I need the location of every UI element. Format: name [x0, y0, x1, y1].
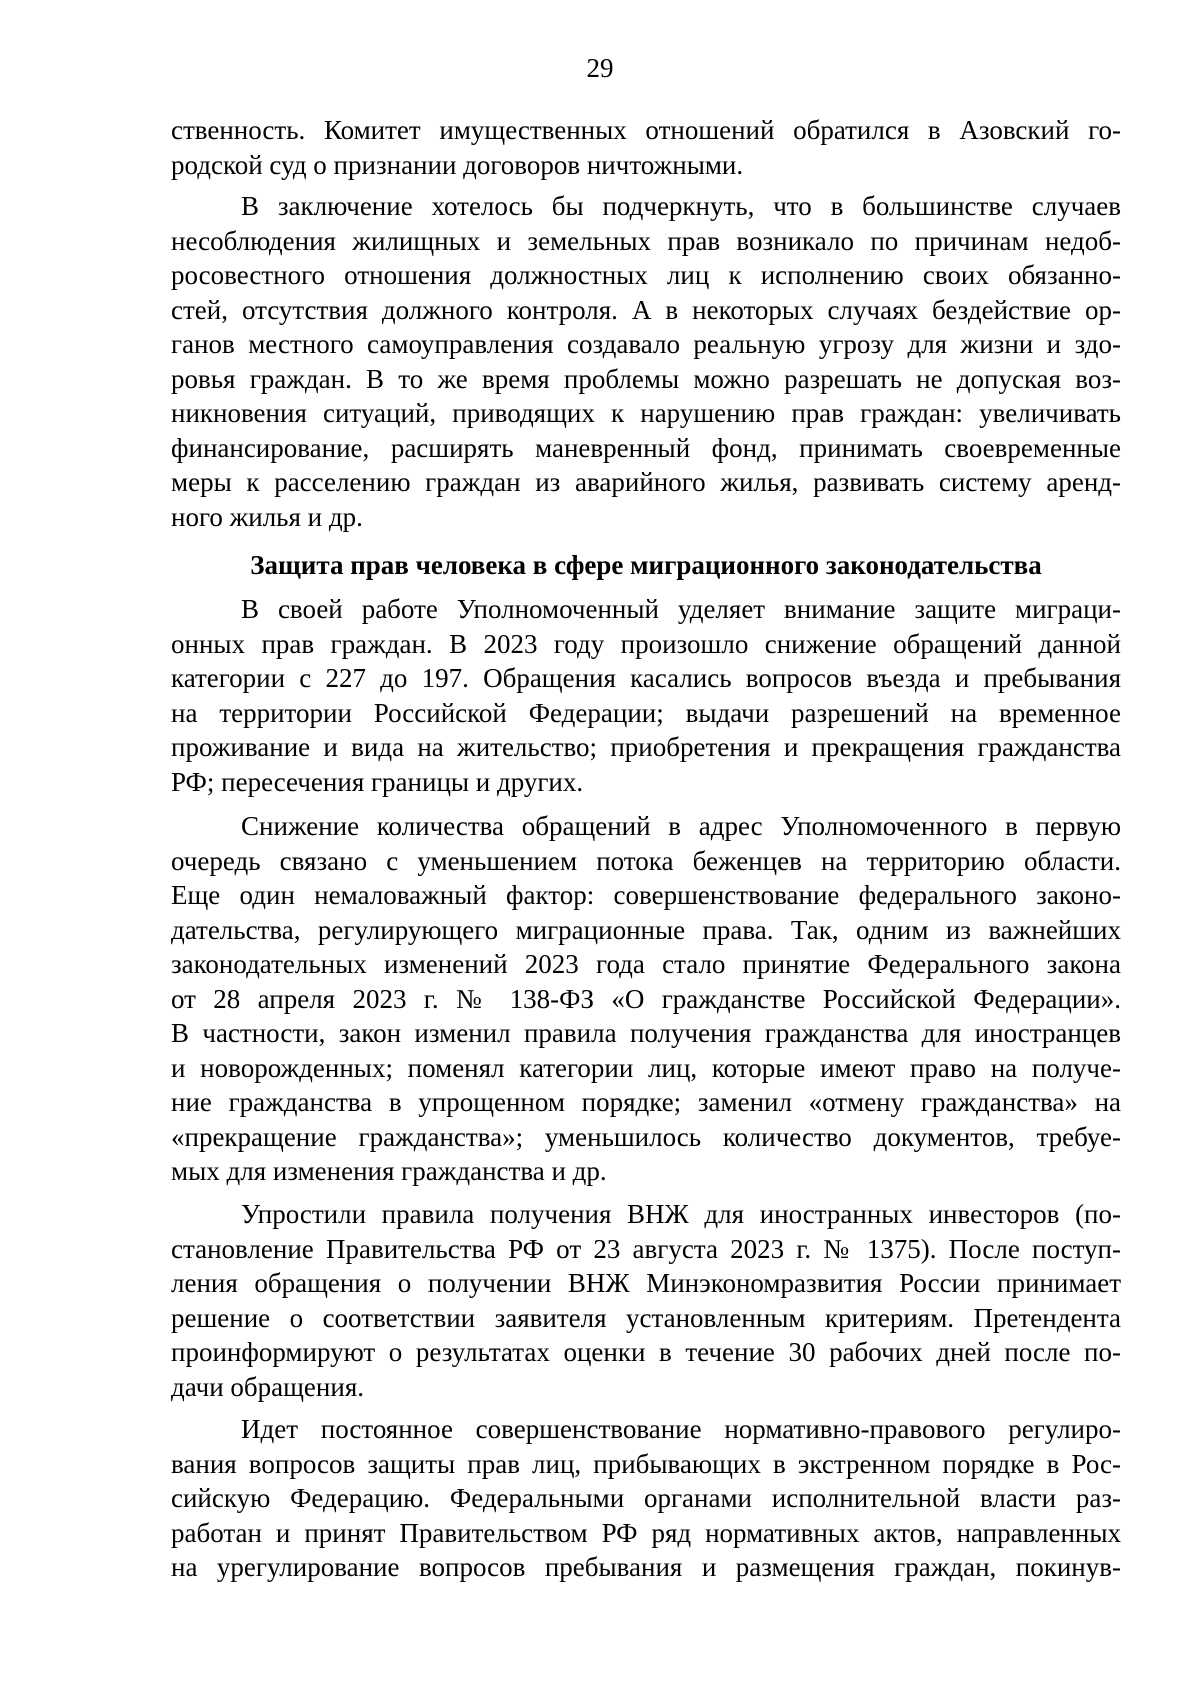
text-line: мых для изменения гражданства и др. [171, 1156, 607, 1186]
text-line: стей, отсутствия должного контроля. А в некоторых случаях бездействие ор- [171, 294, 1121, 325]
text-line: В частности, закон изменил правила получения гражданства для иностранцев [171, 1018, 1121, 1048]
text-line: В своей работе Уполномоченный уделяет внимание защите миграци- [241, 594, 1121, 624]
text-line: ного жилья и др. [171, 501, 363, 532]
section-heading: Защита прав человека в сфере миграционного законодательства [250, 550, 1042, 580]
text-line: на территории Российской Федерации; выдачи разрешений на временное [171, 697, 1121, 728]
text-line: на урегулирование вопросов пребывания и размещения граждан, покинув- [171, 1552, 1121, 1582]
text-line: категории с 227 до 197. Обращения касались вопросов въезда и пребывания [171, 663, 1121, 693]
text-line: очередь связано с уменьшением потока беженцев на территорию области. [171, 845, 1121, 876]
text-line: РФ; пересечения границы и других. [171, 766, 584, 797]
text-line: ления обращения о получении ВНЖ Минэкономразвития России принимает [171, 1268, 1121, 1298]
page-number: 29 [586, 53, 614, 83]
text-line: Еще один немаловажный фактор: совершенствование федерального законо- [171, 880, 1121, 910]
text-line: финансирование, расширять маневренный фонд, принимать своевременные [171, 432, 1121, 463]
paragraph-6 [171, 1412, 1121, 1585]
text-line: сийскую Федерацию. Федеральными органами исполнительной власти раз- [171, 1483, 1121, 1513]
text-line: В заключение хотелось бы подчеркнуть, что в большинстве случаев [241, 191, 1121, 221]
text-line: ганов местного самоуправления создавало реальную угрозу для жизни и здо- [171, 329, 1121, 359]
text-line: дательства, регулирующего миграционные права. Так, одним из важнейших [171, 914, 1121, 945]
text-line: проживание и вида на жительство; приобретения и прекращения гражданства [171, 732, 1121, 762]
text-line: меры к расселению граждан из аварийного жилья, развивать систему аренд- [171, 467, 1121, 497]
paragraph-2 [171, 189, 1121, 534]
text-line: онных прав граждан. В 2023 году произошло снижение обращений данной [171, 628, 1121, 659]
paragraph-1 [171, 113, 1121, 182]
text-line: вания вопросов защиты прав лиц, прибывающих в экстренном порядке в Рос- [171, 1448, 1121, 1479]
text-line: решение о соответствии заявителя установленным критериям. Претендента [171, 1302, 1121, 1333]
text-line: ственность. Комитет имущественных отношений обратился в Азовский го- [171, 115, 1121, 145]
text-line: проинформируют о результатах оценки в течение 30 рабочих дней после по- [171, 1337, 1121, 1367]
text-line: несоблюдения жилищных и земельных прав возникало по причинам недоб- [171, 225, 1121, 256]
text-line: законодательных изменений 2023 года стало принятие Федерального закона [171, 949, 1121, 979]
text-line: от 28 апреля 2023 г. № 138-ФЗ «О гражданстве Российской Федерации». [171, 983, 1121, 1014]
text-line: ровья граждан. В то же время проблемы можно разрешать не допуская воз- [171, 363, 1121, 394]
text-line: работан и принят Правительством РФ ряд нормативных актов, направленных [171, 1517, 1121, 1548]
text-line: Идет постоянное совершенствование нормативно-правового регулиро- [241, 1414, 1121, 1444]
text-line: родской суд о признании договоров ничтожными. [171, 149, 744, 180]
text-line: росовестного отношения должностных лиц к исполнению своих обязанно- [171, 260, 1121, 290]
text-line: становление Правительства РФ от 23 августа 2023 г. № 1375). После поступ- [171, 1233, 1121, 1264]
text-line: «прекращение гражданства»; уменьшилось количество документов, требуе- [171, 1121, 1121, 1152]
text-line: и новорожденных; поменял категории лиц, которые имеют право на получе- [171, 1052, 1121, 1083]
text-line: Снижение количества обращений в адрес Уполномоченного в первую [241, 811, 1121, 841]
text-line: Упростили правила получения ВНЖ для иностранных инвесторов (по- [241, 1199, 1121, 1229]
text-line: никновения ситуаций, приводящих к нарушению прав граждан: увеличивать [171, 398, 1121, 428]
paragraph-5 [171, 1197, 1121, 1404]
paragraph-4 [171, 809, 1121, 1189]
text-line: ние гражданства в упрощенном порядке; заменил «отмену гражданства» на [171, 1087, 1121, 1117]
text-line: дачи обращения. [171, 1371, 364, 1402]
paragraph-3 [171, 592, 1121, 799]
